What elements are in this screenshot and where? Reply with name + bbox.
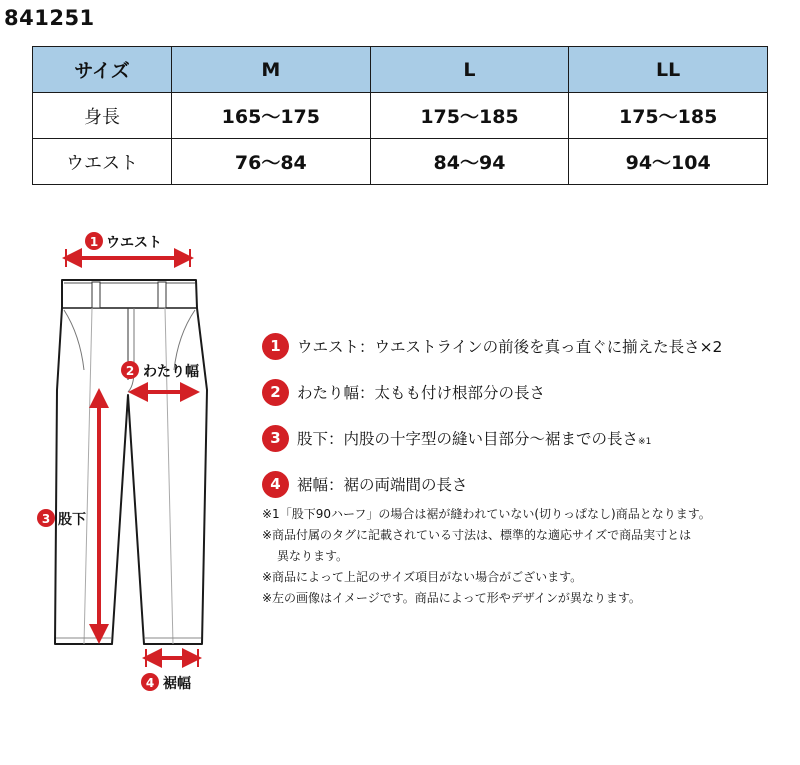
table-row [33,93,768,139]
size-table [32,46,768,185]
table-cell: 76〜84 [172,139,371,185]
legend-desc: 裾の両端間の長さ [343,476,468,494]
legend-desc: ウエストラインの前後を真っ直ぐに揃えた長さ×2 [374,338,723,356]
size-header-label: サイズ [33,47,172,93]
table-cell: 94〜104 [569,139,768,185]
note-line: ※左の画像はイメージです。商品によって形やデザインが異なります。 [262,591,641,605]
row-label-waist: ウエスト [33,139,172,185]
note-line: ※商品によって上記のサイズ項目がない場合がございます。 [262,570,583,584]
svg-text:わたり幅: わたり幅 [143,364,199,380]
legend-desc: 太もも付け根部分の長さ [374,384,546,402]
svg-text:ウエスト: ウエスト [106,235,162,251]
table-cell: 175〜185 [569,93,768,139]
waist-diagram-label [85,232,162,251]
number-badge: 1 [262,333,289,360]
hem-diagram-label [141,673,191,692]
table-cell: 84〜94 [370,139,569,185]
table-cell: 175〜185 [370,93,569,139]
list-item: 4 裾幅：裾の両端間の長さ [262,461,782,507]
svg-text:3: 3 [41,512,51,526]
measurement-legend [262,323,782,507]
list-item: 1 ウエスト：ウエストラインの前後を真っ直ぐに揃えた長さ×2 [262,323,782,369]
svg-text:1: 1 [89,235,99,249]
thigh-diagram-label [121,361,199,380]
inseam-diagram-label [37,509,86,528]
table-cell: 165〜175 [172,93,371,139]
size-header-ll: LL [569,47,768,93]
row-label-height: 身長 [33,93,172,139]
size-header-m: M [172,47,371,93]
number-badge: 4 [262,471,289,498]
list-item: 2 わたり幅：太もも付け根部分の長さ [262,369,782,415]
list-item: 3 股下：内股の十字型の縫い目部分〜裾までの長さ※1 [262,415,782,461]
pants-outline [55,280,207,644]
number-badge: 3 [262,425,289,452]
svg-text:裾幅: 裾幅 [163,676,191,692]
legend-desc: 内股の十字型の縫い目部分〜裾までの長さ [343,430,639,448]
note-line: ※1「股下90ハーフ」の場合は裾が縫われていない(切りっぱなし)商品となります。 [262,507,711,521]
svg-text:2: 2 [125,364,135,378]
product-code: 841251 [4,6,95,30]
legend-term: ウエスト [297,338,360,356]
note-line: 異なります。 [277,549,349,563]
legend-term: 股下 [297,430,329,448]
number-badge: 2 [262,379,289,406]
footnote-marker: ※1 [638,437,652,447]
notes-section [262,504,792,609]
svg-text:4: 4 [145,676,155,690]
size-header-l: L [370,47,569,93]
pants-diagram [0,220,260,700]
note-line: ※商品付属のタグに記載されている寸法は、標準的な適応サイズで商品実寸とは [262,528,692,542]
legend-term: 裾幅 [297,476,329,494]
table-row [33,139,768,185]
legend-term: わたり幅 [297,384,360,402]
size-table-header-row [33,47,768,93]
svg-text:股下: 股下 [58,512,86,528]
